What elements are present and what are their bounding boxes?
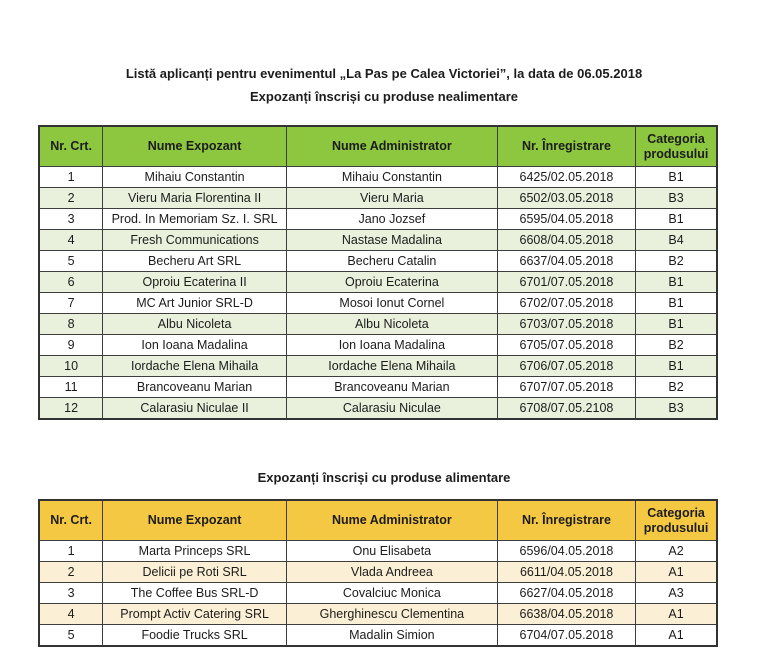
table-cell: Onu Elisabeta (286, 541, 497, 562)
table-cell: 12 (39, 398, 103, 420)
table-cell: 1 (39, 167, 103, 188)
table-cell: B4 (636, 230, 717, 251)
column-header: Nr. Crt. (39, 500, 103, 541)
table-cell: 2 (39, 188, 103, 209)
table-cell: 1 (39, 541, 103, 562)
table-cell: B1 (636, 209, 717, 230)
table-cell: 6704/07.05.2018 (497, 625, 635, 647)
table-cell: MC Art Junior SRL-D (103, 293, 287, 314)
table-cell: Madalin Simion (286, 625, 497, 647)
table-row (39, 377, 717, 398)
table-row (39, 335, 717, 356)
table-row (39, 188, 717, 209)
table-cell: 6596/04.05.2018 (497, 541, 635, 562)
table-cell: Vieru Maria Florentina II (103, 188, 287, 209)
table-cell: 6425/02.05.2018 (497, 167, 635, 188)
table-cell: A1 (636, 604, 717, 625)
table-cell: Ion Ioana Madalina (103, 335, 287, 356)
table-cell: Vlada Andreea (286, 562, 497, 583)
table-cell: 4 (39, 604, 103, 625)
column-header: Nr. Înregistrare (497, 126, 635, 167)
section-title-nonfood: Expozanți înscriși cu produse nealimentare (249, 89, 519, 104)
table-cell: A1 (636, 562, 717, 583)
table-cell: 6 (39, 272, 103, 293)
table-cell: Fresh Communications (103, 230, 287, 251)
table-body (39, 541, 717, 647)
table-cell: 6705/07.05.2018 (497, 335, 635, 356)
table-row (39, 251, 717, 272)
table-cell: Brancoveanu Marian (103, 377, 287, 398)
table-cell: 6703/07.05.2018 (497, 314, 635, 335)
food-exhibitors-table (38, 499, 718, 647)
column-header: Nume Administrator (286, 500, 497, 541)
table-cell: B3 (636, 188, 717, 209)
table-cell: B1 (636, 293, 717, 314)
table-row (39, 562, 717, 583)
table-row (39, 272, 717, 293)
table-cell: Vieru Maria (286, 188, 497, 209)
table-cell: 6502/03.05.2018 (497, 188, 635, 209)
table-cell: Calarasiu Niculae II (103, 398, 287, 420)
table-row (39, 167, 717, 188)
table-cell: 6638/04.05.2018 (497, 604, 635, 625)
column-header: Nume Expozant (103, 126, 287, 167)
table-row (39, 625, 717, 647)
table-cell: 11 (39, 377, 103, 398)
table-cell: Mihaiu Constantin (286, 167, 497, 188)
table-cell: A1 (636, 625, 717, 647)
table-row (39, 230, 717, 251)
table-row (39, 604, 717, 625)
table-cell: B3 (636, 398, 717, 420)
table-cell: 6627/04.05.2018 (497, 583, 635, 604)
table-cell: B2 (636, 335, 717, 356)
table-cell: Mosoi Ionut Cornel (286, 293, 497, 314)
table-row (39, 209, 717, 230)
table-cell: Becheru Art SRL (103, 251, 287, 272)
table-cell: 8 (39, 314, 103, 335)
table-cell: Calarasiu Niculae (286, 398, 497, 420)
table-cell: Prompt Activ Catering SRL (103, 604, 287, 625)
section-title-food: Expozanți înscriși cu produse alimentare (257, 470, 511, 485)
table-cell: Oproiu Ecaterina (286, 272, 497, 293)
table-cell: Gherghinescu Clementina (286, 604, 497, 625)
table-cell: Marta Princeps SRL (103, 541, 287, 562)
column-header: Nume Administrator (286, 126, 497, 167)
table-cell: A2 (636, 541, 717, 562)
table-cell: Albu Nicoleta (286, 314, 497, 335)
table-cell: 6707/07.05.2018 (497, 377, 635, 398)
table-row (39, 293, 717, 314)
table-body (39, 167, 717, 420)
table-cell: 3 (39, 583, 103, 604)
column-header: Categoria produsului (636, 126, 717, 167)
table-cell: Nastase Madalina (286, 230, 497, 251)
table-cell: 6701/07.05.2018 (497, 272, 635, 293)
table-cell: 5 (39, 251, 103, 272)
table-cell: Brancoveanu Marian (286, 377, 497, 398)
table-cell: 10 (39, 356, 103, 377)
table-cell: 5 (39, 625, 103, 647)
table-cell: Iordache Elena Mihaila (103, 356, 287, 377)
table-cell: 6706/07.05.2018 (497, 356, 635, 377)
table-cell: Albu Nicoleta (103, 314, 287, 335)
table-cell: 2 (39, 562, 103, 583)
column-header: Nr. Înregistrare (497, 500, 635, 541)
table-cell: 6708/07.05.2108 (497, 398, 635, 420)
table-cell: B2 (636, 251, 717, 272)
table-cell: Foodie Trucks SRL (103, 625, 287, 647)
table-row (39, 356, 717, 377)
table-cell: B1 (636, 356, 717, 377)
table-cell: B1 (636, 272, 717, 293)
table-cell: Delicii pe Roti SRL (103, 562, 287, 583)
table-cell: 6637/04.05.2018 (497, 251, 635, 272)
table-cell: Becheru Catalin (286, 251, 497, 272)
table-cell: Iordache Elena Mihaila (286, 356, 497, 377)
table-row (39, 398, 717, 420)
table-cell: 7 (39, 293, 103, 314)
table-cell: Jano Jozsef (286, 209, 497, 230)
table-cell: B1 (636, 167, 717, 188)
document-header (0, 0, 768, 108)
table-row (39, 541, 717, 562)
table-header (39, 126, 717, 167)
table-cell: Covalciuc Monica (286, 583, 497, 604)
table-cell: Mihaiu Constantin (103, 167, 287, 188)
column-header: Nume Expozant (103, 500, 287, 541)
table-cell: 6702/07.05.2018 (497, 293, 635, 314)
table-cell: Ion Ioana Madalina (286, 335, 497, 356)
header-row (39, 500, 717, 541)
table-cell: B1 (636, 314, 717, 335)
table-cell: 6608/04.05.2018 (497, 230, 635, 251)
table-cell: 4 (39, 230, 103, 251)
column-header: Nr. Crt. (39, 126, 103, 167)
table-cell: B2 (636, 377, 717, 398)
table-cell: 6611/04.05.2018 (497, 562, 635, 583)
nonfood-exhibitors-table (38, 125, 718, 420)
table-cell: 6595/04.05.2018 (497, 209, 635, 230)
table-cell: A3 (636, 583, 717, 604)
header-row (39, 126, 717, 167)
table-cell: Oproiu Ecaterina II (103, 272, 287, 293)
table-header (39, 500, 717, 541)
document-title: Listă aplicanți pentru evenimentul „La Pas pe Calea Victoriei”, la data de 06.05.2018 (125, 66, 643, 81)
table-cell: The Coffee Bus SRL-D (103, 583, 287, 604)
table-cell: Prod. In Memoriam Sz. I. SRL (103, 209, 287, 230)
column-header: Categoria produsului (636, 500, 717, 541)
table-row (39, 314, 717, 335)
table-cell: 9 (39, 335, 103, 356)
table-row (39, 583, 717, 604)
table-cell: 3 (39, 209, 103, 230)
